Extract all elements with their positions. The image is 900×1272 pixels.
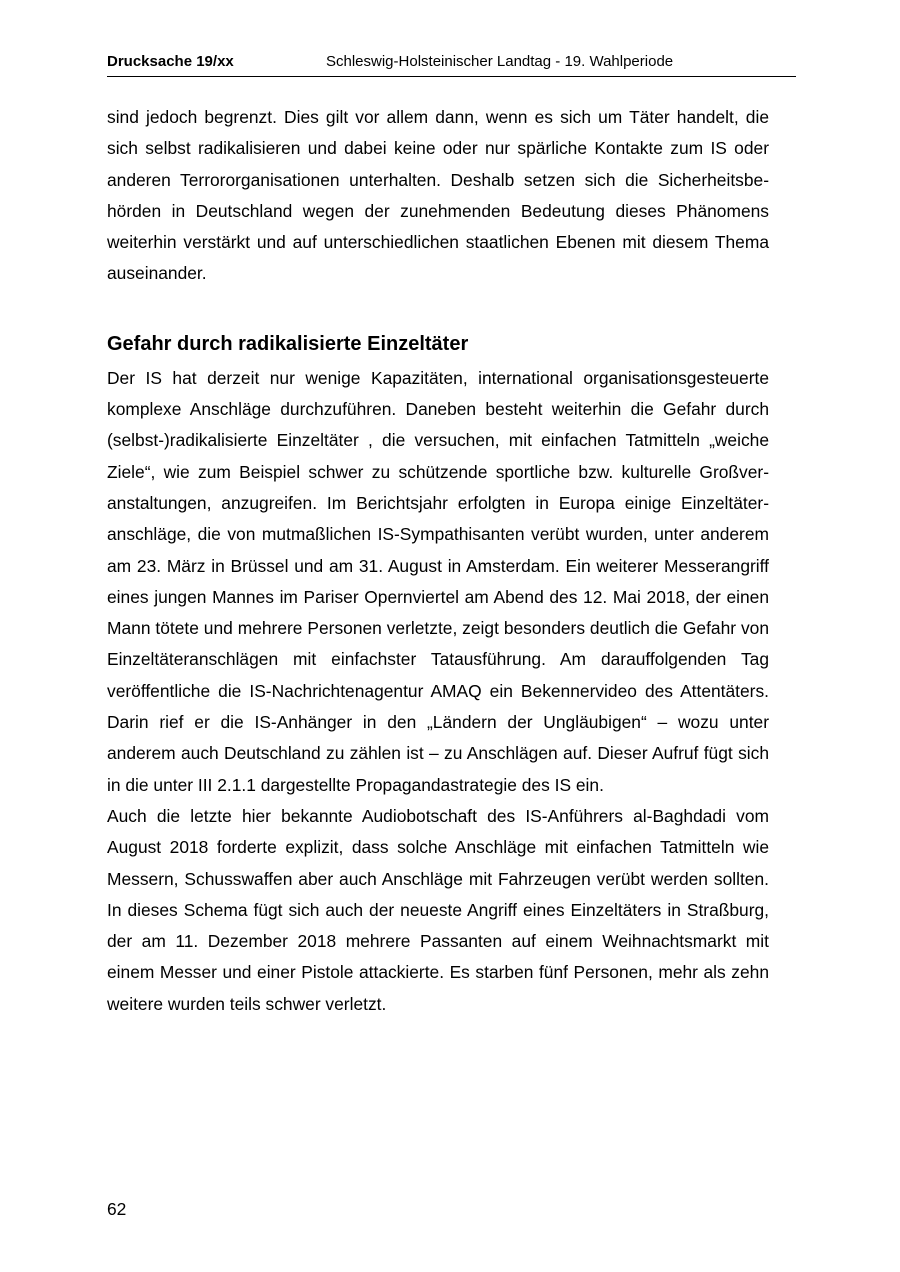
intro-paragraph: sind jedoch begrenzt. Dies gilt vor allem dann, wenn es sich um Täter handelt, die sich selbst radikalisieren und dabei keine oder nur spärliche Kontakte zum IS oder anderen Terrororganisationen unterhalten. Deshalb setzen sich die Sicherheitsbehörden in Deutschland wegen der zunehmenden Bedeutung dieses Phänomens weiterhin verstärkt und auf unterschiedlichen staatlichen Ebenen mit diesem Thema auseinander. xyxy=(107,107,769,284)
body-paragraph-2: Auch die letzte hier bekannte Audiobotschaft des IS-Anführers al-Baghdadi vom August 2018 forderte explizit, dass solche Anschläge mit einfachen Tatmitteln wie Messern, Schusswaffen aber auch Anschläge mit Fahrzeugen verübt werden sollten. In dieses Schema fügt sich auch der neueste Angriff eines Einzeltäters in Straßburg, der am 11. Dezember 2018 mehrere Passanten auf einem Weihnachtsmarkt mit einem Messer und einer Pistole attackierte. Es starben fünf Personen, mehr als zehn weitere wurden teils schwer verletzt. xyxy=(107,805,769,1014)
document-number: Drucksache 19/xx xyxy=(107,53,234,70)
page-number: 62 xyxy=(107,1199,127,1219)
page-header xyxy=(107,52,796,77)
section-heading: Gefahr durch radikalisierte Einzeltäter xyxy=(107,332,469,355)
main-content xyxy=(107,102,769,1020)
body-paragraph-1: Der IS hat derzeit nur wenige Kapazitäten, international organisationsgesteuerte komplexe Anschläge durchzuführen. Daneben besteht weiterhin die Gefahr durch (selbst-)radikalisierte Einzeltäter , die versuchen, mit einfachen Tatmitteln „weiche Ziele“, wie zum Beispiel schwer zu schützende sportliche bzw. kulturelle Großveranstaltungen, anzugreifen. Im Berichtsjahr erfolgten in Europa einige Einzeltäteranschläge, die von mutmaßlichen IS-Sympathisanten verübt wurden, unter anderem am 23. März in Brüssel und am 31. August in Amsterdam. Ein weiterer Messerangriff eines jungen Mannes im Pariser Opernviertel am Abend des 12. Mai 2018, der einen Mann tötete und mehrere Personen verletzte, zeigt besonders deutlich die Gefahr von Einzeltäteranschlägen mit einfachster Tatausführung. Am darauffolgenden Tag veröffentliche die IS-Nachrichtenagentur AMAQ ein Bekennervideo des Attentäters. Darin rief er die IS-Anhänger in den „Ländern der Ungläubigen“ – wozu unter anderem auch Deutschland zu zählen ist – zu Anschlägen auf. Dieser Aufruf fügt sich in die unter III 2.1.1 dargestellte Propagandastrategie des IS ein. xyxy=(107,367,769,795)
header-title: Schleswig-Holsteinischer Landtag - 19. Wahlperiode xyxy=(326,53,674,70)
